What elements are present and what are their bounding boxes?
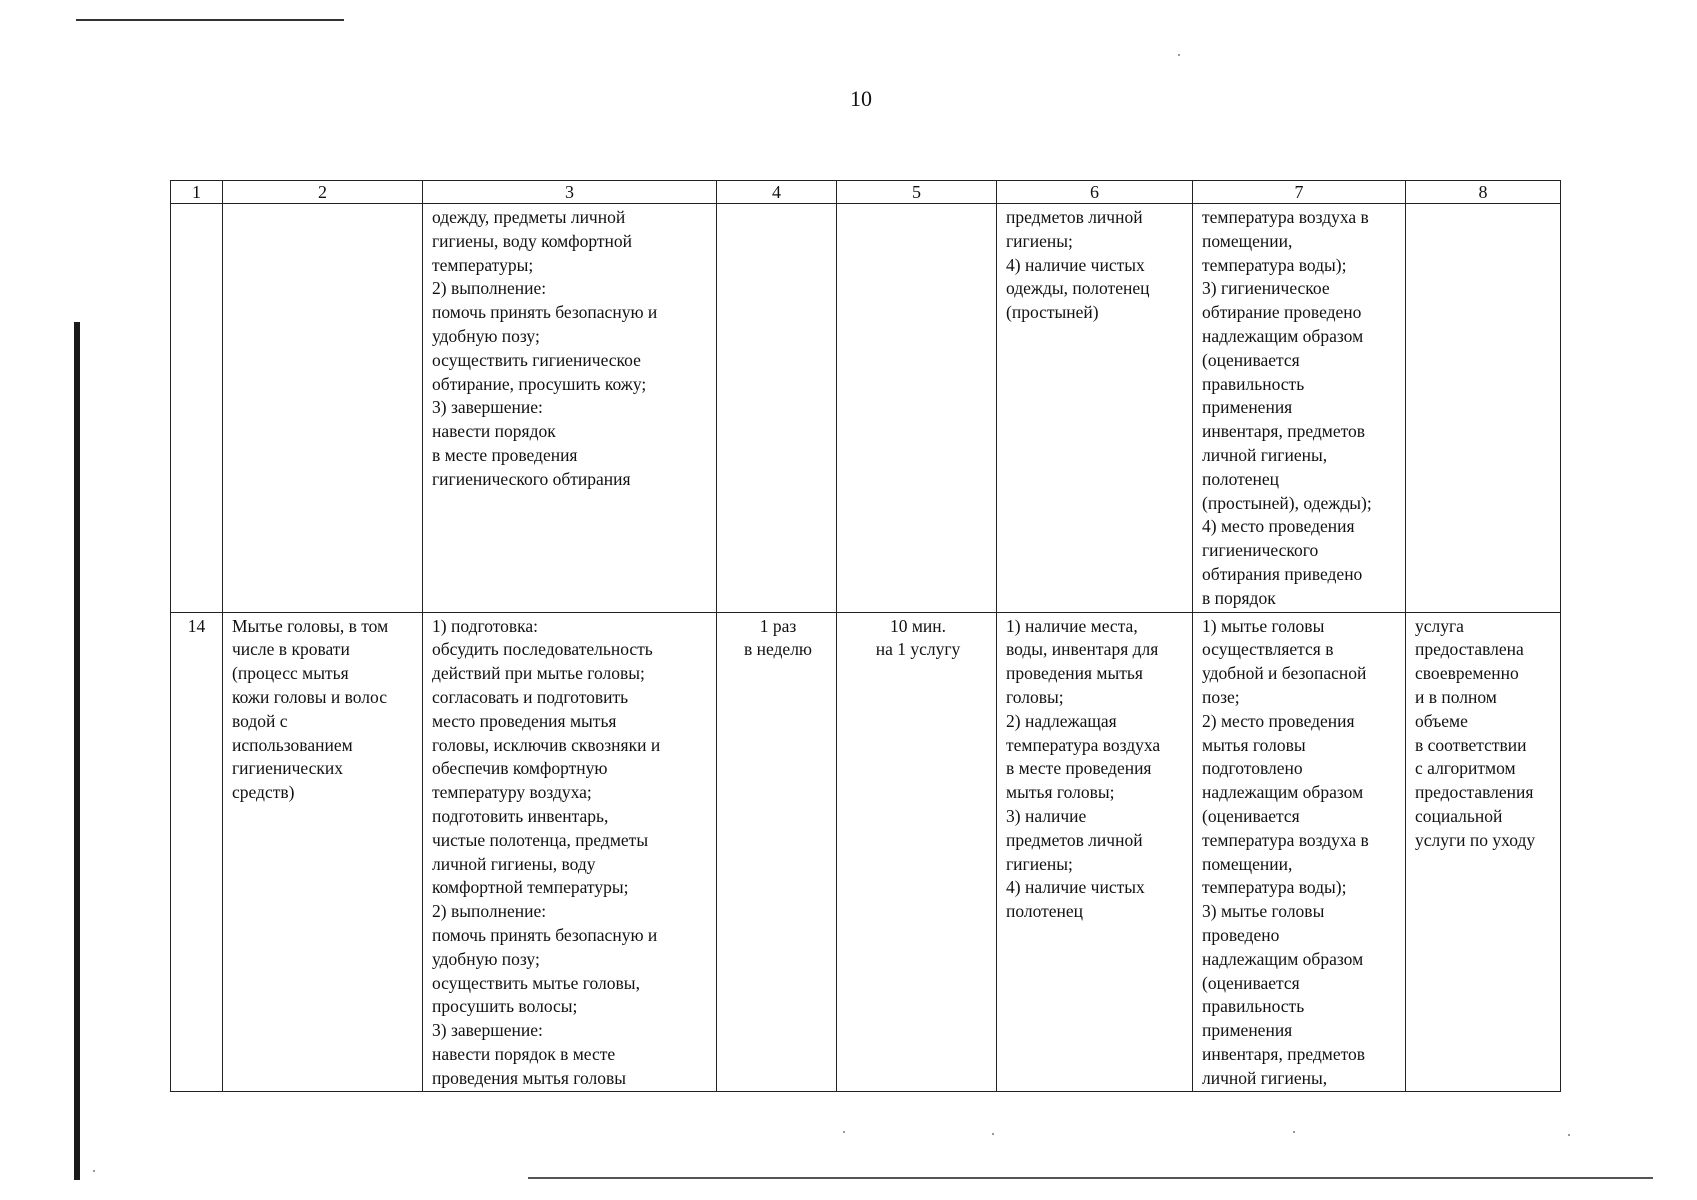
- duration: 10 мин. на 1 услугу: [875, 615, 961, 660]
- row-number-cell: [171, 612, 223, 1092]
- service-procedure: одежду, предметы личной гигиены, воду комфортной температуры; 2) выполнение: помочь принять безопасную и удобную позу; осуществить гигиеническое обтирание, просушить кожу; 3) завершение: навести порядок в месте проведения гигиенического обтирания: [432, 207, 658, 489]
- result-evaluation: услуга предоставлена своевременно и в полном объеме в соответствии с алгоритмом предоставления социальной услуги по уходу: [1415, 615, 1536, 850]
- column-number-header-row: [171, 181, 1561, 204]
- frequency-cell: [717, 612, 837, 1092]
- scan-speck: [992, 1133, 994, 1135]
- service-name-cell: [223, 204, 423, 613]
- column-header-3: 3: [423, 181, 717, 204]
- conditions: 1) наличие места, воды, инвентаря для проведения мытья головы; 2) надлежащая температура воздуха в месте проведения мытья головы; 3) наличие предметов личной гигиены; 4) наличие чистых полотенец: [1006, 615, 1161, 922]
- service-name-cell: [223, 612, 423, 1092]
- page-number: 10: [850, 86, 872, 111]
- quality-indicators: температура воздуха в помещении, температура воды); 3) гигиеническое обтирание проведено надлежащим образом (оценивается правильность применения инвентаря, предметов личной гигиены, полотенец (простыней), одежды); 4) место проведения гигиенического обтирания приведено в порядок: [1202, 207, 1372, 608]
- column-header-6: 6: [997, 181, 1193, 204]
- column-header-7: 7: [1193, 181, 1406, 204]
- top-left-scan-line: [76, 19, 344, 21]
- result-evaluation-cell: [1406, 204, 1561, 613]
- service-procedure-cell: [423, 612, 717, 1092]
- duration-cell: [837, 204, 997, 613]
- row-number: 14: [187, 615, 206, 636]
- scan-speck: [93, 1170, 95, 1172]
- service-procedure: 1) подготовка: обсудить последовательность действий при мытье головы; согласовать и подготовить место проведения мытья головы, исключив сквозняки и обеспечив комфортную температуру воздуха; подготовить инвентарь, чистые полотенца, предметы личной гигиены, воду комфортной температуры; 2) выполнение: помочь принять безопасную и удобную позу; осуществить мытье головы, просушить волосы; 3) завершение: навести порядок в месте проведения мытья головы: [432, 615, 661, 1088]
- frequency-cell: [717, 204, 837, 613]
- service-procedure-cell: [423, 204, 717, 613]
- column-header-1: 1: [171, 181, 223, 204]
- result-evaluation-cell: [1406, 612, 1561, 1092]
- column-header-4: 4: [717, 181, 837, 204]
- column-header-5: 5: [837, 181, 997, 204]
- conditions: предметов личной гигиены; 4) наличие чистых одежды, полотенец (простыней): [1006, 207, 1150, 323]
- table-row-14: [171, 612, 1561, 1092]
- duration-cell: [837, 612, 997, 1092]
- column-header-2: 2: [223, 181, 423, 204]
- quality-indicators-cell: [1193, 204, 1406, 613]
- services-table: [170, 180, 1561, 1092]
- scan-speck: [1568, 1134, 1570, 1136]
- frequency: 1 раз в неделю: [743, 615, 813, 660]
- conditions-cell: [997, 204, 1193, 613]
- quality-indicators-cell: [1193, 612, 1406, 1092]
- left-margin-scan-bar: [74, 322, 80, 1180]
- service-name: Мытье головы, в том числе в кровати (процесс мытья кожи головы и волос водой с использованием гигиенических средств): [232, 615, 389, 803]
- conditions-cell: [997, 612, 1193, 1092]
- scan-speck: [1178, 54, 1180, 56]
- table-row-continued: [171, 204, 1561, 613]
- scan-speck: [843, 1131, 845, 1133]
- quality-indicators: 1) мытье головы осуществляется в удобной и безопасной позе; 2) место проведения мытья головы подготовлено надлежащим образом (оценивается температура воздуха в помещении, температура воды); 3) мытье головы проведено надлежащим образом (оценивается правильность применения инвентаря, предметов личной гигиены,: [1202, 615, 1369, 1088]
- row-number-cell: [171, 204, 223, 613]
- scan-speck: [1293, 1131, 1295, 1133]
- bottom-scan-line: [528, 1177, 1653, 1179]
- column-header-8: 8: [1406, 181, 1561, 204]
